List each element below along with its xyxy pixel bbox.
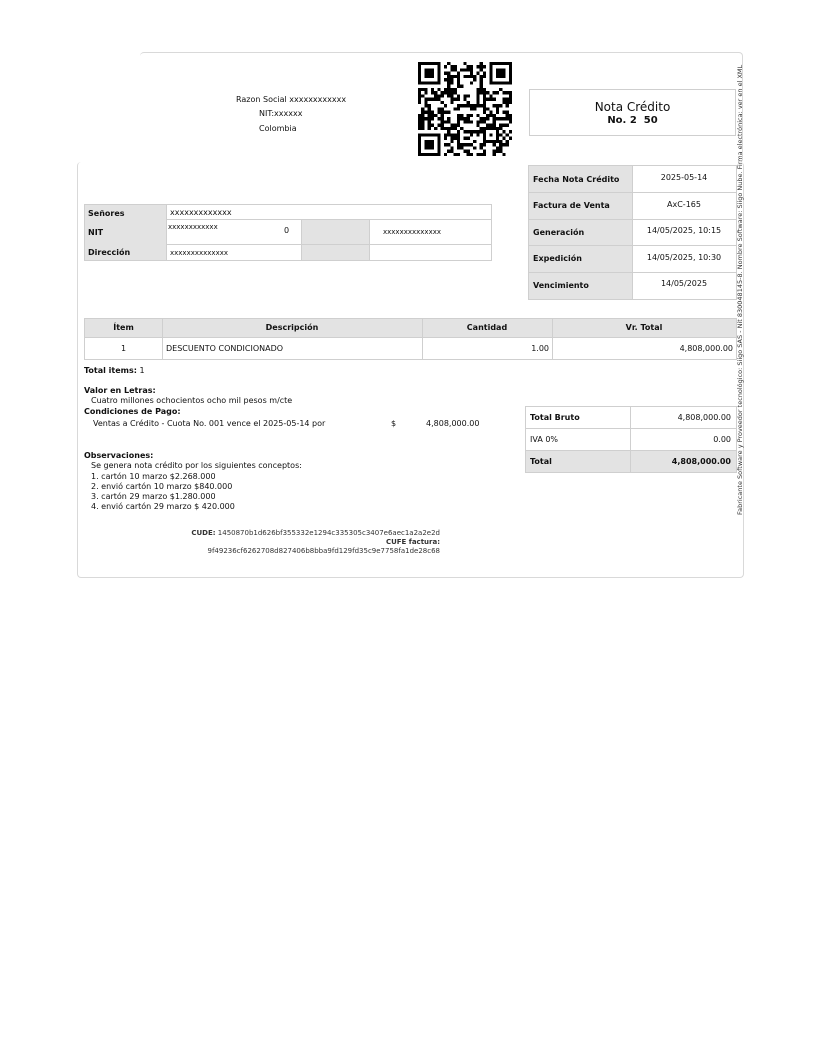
nit-label: NIT — [88, 228, 104, 237]
observaciones-intro: Se genera nota crédito por los siguientes conceptos: — [91, 461, 302, 470]
condiciones-currency: $ — [391, 419, 397, 428]
condiciones-amount: 4,808,000.00 — [426, 419, 480, 428]
qr-code — [418, 62, 512, 156]
cufe-label: CUFE factura: — [385, 538, 440, 546]
observaciones-line: 1. cartón 10 marzo $2.268.000 — [91, 472, 216, 481]
cude-label: CUDE: — [191, 529, 216, 537]
observaciones-line: 2. envió cartón 10 marzo $840.000 — [91, 482, 233, 491]
column-header-total: Vr. Total — [625, 323, 663, 332]
observaciones-line: 4. envió cartón 29 marzo $ 420.000 — [91, 502, 235, 511]
total-label: Total — [530, 457, 552, 466]
iva-value: 0.00 — [713, 435, 731, 444]
issuer-country: Colombia — [259, 124, 297, 133]
doc-title: Nota Crédito — [594, 100, 671, 114]
dates-table — [528, 165, 737, 300]
date-label: Fecha Nota Crédito — [533, 175, 620, 184]
total-value: 4,808,000.00 — [671, 457, 731, 466]
table-cell-cantidad: 1.00 — [531, 344, 549, 353]
iva-label: IVA 0% — [530, 435, 559, 444]
date-label: Factura de Venta — [533, 201, 610, 210]
totals-table — [525, 406, 737, 473]
column-header-descripcion: Descripción — [265, 323, 319, 332]
nit-value: xxxxxxxxxxxx — [168, 223, 218, 231]
customer-table — [84, 204, 492, 261]
issuer-name: Razon Social xxxxxxxxxxxx — [236, 95, 347, 104]
date-label: Vencimiento — [533, 281, 589, 290]
total-items — [84, 366, 145, 375]
software-provider-side-text: Fabricante Software y Proveedor tecnológico: Siigo SAS - Nit 830048145-8. Nombre Software: Siigo Nube. Firma electrónica: ver en el XML — [736, 64, 744, 515]
doc-number: No. 2 50 — [607, 115, 658, 126]
cufe-value: 9f49236cf6262708d827406b8bba9fd129fd35c9e7758fa1de28c68 — [207, 547, 440, 555]
senores-value: xxxxxxxxxxxxx — [170, 208, 232, 217]
column-header-cantidad: Cantidad — [466, 323, 508, 332]
total-items-value: 1 — [139, 366, 145, 375]
direccion-label: Dirección — [88, 248, 131, 257]
direccion-value: xxxxxxxxxxxxxx — [170, 249, 228, 257]
date-value: 2025-05-14 — [660, 173, 708, 182]
total-bruto-value: 4,808,000.00 — [677, 413, 731, 422]
date-label: Generación — [533, 228, 585, 237]
nit-dv: 0 — [284, 226, 290, 235]
table-cell-descripcion: DESCUENTO CONDICIONADO — [166, 344, 284, 353]
date-label: Expedición — [533, 254, 582, 263]
doc-title-box — [529, 89, 736, 136]
date-value: 14/05/2025, 10:30 — [646, 253, 722, 262]
valor-letras-value: Cuatro millones ochocientos ocho mil pesos m/cte — [91, 396, 293, 405]
date-value: 14/05/2025, 10:15 — [646, 226, 722, 235]
cude-line — [160, 529, 440, 537]
items-table — [84, 318, 737, 360]
customer-extra-value: xxxxxxxxxxxxxx — [383, 228, 441, 236]
valor-letras-label: Valor en Letras: — [84, 386, 156, 395]
date-value: AxC-165 — [667, 200, 701, 209]
table-cell-item: 1 — [120, 344, 127, 353]
condiciones-label: Condiciones de Pago: — [84, 407, 181, 416]
issuer-nit: NIT:xxxxxx — [259, 109, 303, 118]
observaciones-line: 3. cartón 29 marzo $1.280.000 — [91, 492, 216, 501]
condiciones-text: Ventas a Crédito - Cuota No. 001 vence el 2025-05-14 por — [93, 419, 326, 428]
column-header-item: Ítem — [113, 323, 134, 332]
total-items-label: Total items: — [84, 366, 137, 375]
senores-label: Señores — [88, 209, 125, 218]
observaciones-label: Observaciones: — [84, 451, 154, 460]
date-value: 14/05/2025 — [660, 279, 708, 288]
cude-value: 1450870b1d626bf355332e1294c335305c3407e6aec1a2a2e2d — [217, 529, 440, 537]
table-cell-total: 4,808,000.00 — [679, 344, 733, 353]
total-bruto-label: Total Bruto — [530, 413, 580, 422]
